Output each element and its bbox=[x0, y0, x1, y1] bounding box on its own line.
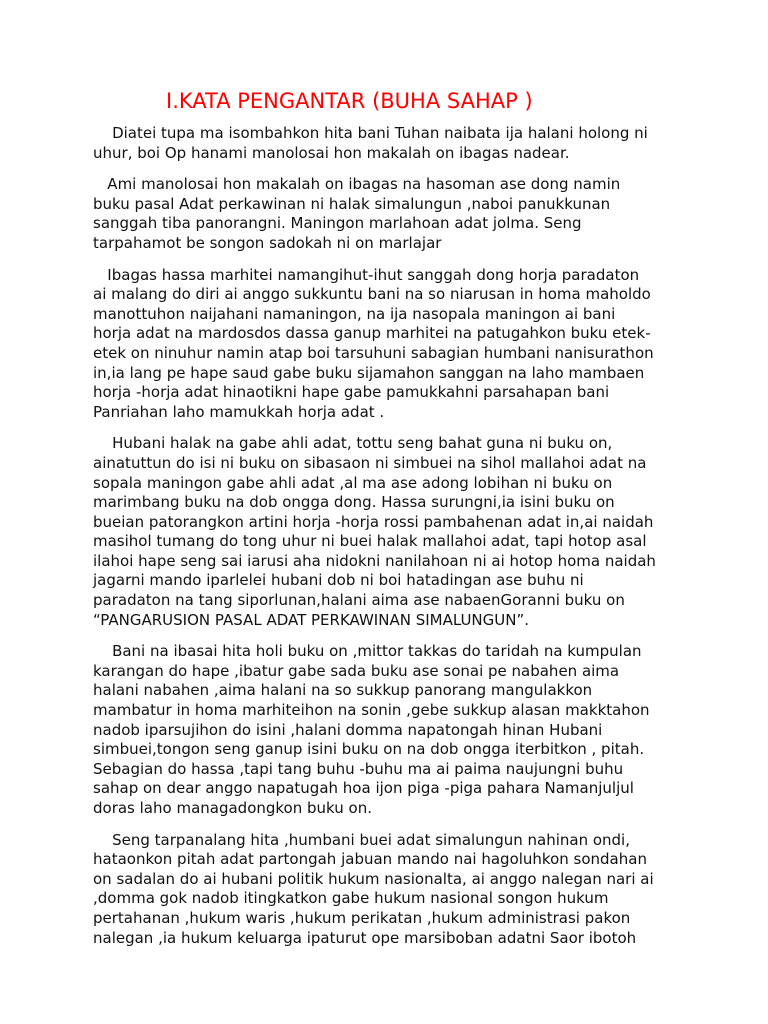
text-line: karangan do hape ,ibatur gabe sada buku ase sonai pe nabahen aima bbox=[93, 661, 620, 680]
paragraph bbox=[93, 642, 683, 818]
text-line: etek on ninuhur namin atap boi tarsuhuni sabagian humbani nanisurathon bbox=[93, 343, 654, 362]
text-line: nadob iparsujihon do isini ,halani domma napatongah hinan Hubani bbox=[93, 720, 603, 739]
text-line: Panriahan laho mamukkah horja adat . bbox=[93, 402, 385, 421]
text-line: hataonkon pitah adat partongah jabuan mando nai hagoluhkon sondahan bbox=[93, 850, 647, 869]
text-line: tarpahamot be songon sadokah ni on marlajar bbox=[93, 233, 442, 252]
paragraph bbox=[93, 434, 683, 630]
page-title: I.KATA PENGANTAR (BUHA SAHAP ) bbox=[166, 89, 533, 113]
text-line: horja -horja adat hinaotikni hape gabe pamukkahni parsahapan bani bbox=[93, 383, 610, 402]
text-line: horja adat na mardosdos dassa ganup marhitei na patugahkon buku etek- bbox=[93, 324, 651, 343]
text-line: Ami manolosai hon makalah on ibagas na hasoman ase dong namin bbox=[93, 175, 621, 194]
text-line: buku pasal Adat perkawinan ni halak simalungun ,naboi panukkunan bbox=[93, 194, 611, 213]
text-line: mambatur in homa marhiteihon na sonin ,gebe sukkup alasan makktahon bbox=[93, 701, 650, 720]
text-line: uhur, boi Op hanami manolosai hon makalah on ibagas nadear. bbox=[93, 143, 570, 162]
text-line: Seng tarpanalang hita ,humbani buei adat simalungun nahinan ondi, bbox=[93, 830, 630, 849]
paragraph bbox=[93, 124, 683, 163]
text-line: on sadalan do ai hubani politik hukum nasionalta, ai anggo nalegan nari ai bbox=[93, 869, 654, 888]
text-line: ,domma gok nadob itingkatkon gabe hukum nasional songon hukum bbox=[93, 889, 609, 908]
text-line: sanggah tiba panorangni. Maningon marlahoan adat jolma. Seng bbox=[93, 214, 582, 233]
text-line: Bani na ibasai hita holi buku on ,mittor takkas do taridah na kumpulan bbox=[93, 642, 642, 661]
text-line: jagarni mando iparlelei hubani dob ni boi hatadingan ase buhu ni bbox=[93, 571, 584, 590]
text-line: simbuei,tongon seng ganup isini buku on na dob ongga iterbitkon , pitah. bbox=[93, 740, 645, 759]
text-line: halani nabahen ,aima halani na so sukkup panorang mangulakkon bbox=[93, 681, 593, 700]
text-line: ainatuttun do isi ni buku on sibasaon ni simbuei na sihol mallahoi adat na bbox=[93, 453, 647, 472]
text-line: Hubani halak na gabe ahli adat, tottu seng bahat guna ni buku on, bbox=[93, 434, 613, 453]
text-line: ilahoi hape seng sai iarusi aha nidokni nanilahoan ni ai hotop homa naidah bbox=[93, 551, 656, 570]
text-line: Sebagian do hassa ,tapi tang buhu -buhu ma ai paima naujungni buhu bbox=[93, 759, 624, 778]
text-line: doras laho managadongkon buku on. bbox=[93, 799, 372, 817]
paragraph bbox=[93, 175, 683, 253]
text-line: marimbang buku na dob ongga dong. Hassa surungni,ia isini buku on bbox=[93, 493, 615, 512]
text-line: pertahanan ,hukum waris ,hukum perikatan ,hukum administrasi pakon bbox=[93, 908, 631, 927]
text-line: nalegan ,ia hukum keluarga ipaturut ope marsiboban adatni Saor ibotoh bbox=[93, 928, 637, 947]
paragraph bbox=[93, 266, 683, 423]
text-line: bueian patorangkon artini horja -horja rossi pambahenan adat in,ai naidah bbox=[93, 512, 654, 531]
text-line: sahap on dear anggo napatugah hoa ijon piga -piga pahara Namanjuljul bbox=[93, 779, 634, 798]
text-line: manottuhon naijahani namaningon, na ija nasopala maningon ai bani bbox=[93, 304, 616, 323]
text-line: in,ia lang pe hape saud gabe buku sijamahon sanggan na laho mambaen bbox=[93, 363, 645, 382]
text-line: paradaton na tang siporlunan,halani aima ase nabaenGoranni buku on bbox=[93, 591, 625, 610]
text-line: ai malang do diri ai anggo sukkuntu bani na so niarusan in homa maholdo bbox=[93, 285, 651, 304]
text-line: Ibagas hassa marhitei namangihut-ihut sanggah dong horja paradaton bbox=[93, 265, 640, 284]
paragraph bbox=[93, 831, 683, 949]
text-line: Diatei tupa ma isombahkon hita bani Tuhan naibata ija halani holong ni bbox=[93, 124, 648, 142]
document-body bbox=[93, 124, 683, 960]
text-line: sopala maningon gabe ahli adat ,al ma ase adong lobihan ni buku on bbox=[93, 473, 613, 492]
text-line: masihol tumang do tong uhur ni buei halak mallahoi adat, tapi hotop asal bbox=[93, 532, 647, 551]
text-line: “PANGARUSION PASAL ADAT PERKAWINAN SIMALUNGUN”. bbox=[93, 610, 530, 629]
